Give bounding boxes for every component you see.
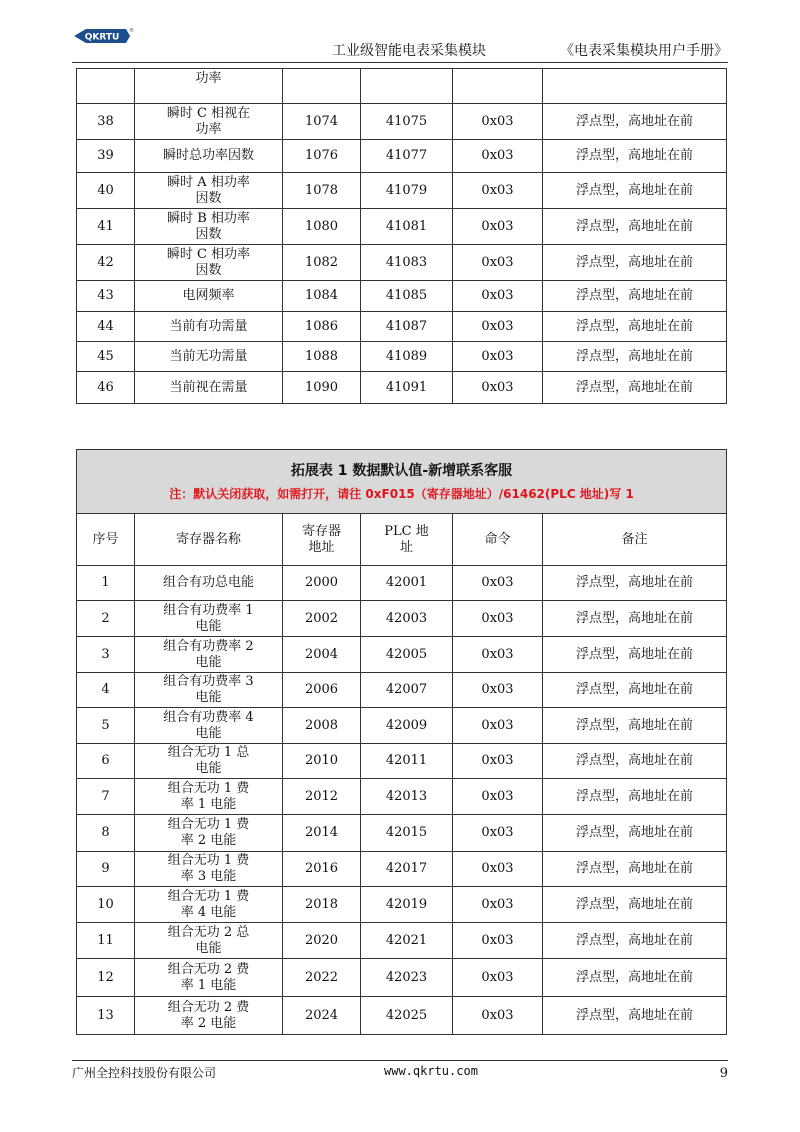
table-note: 注：默认关闭获取，如需打开，请往 0xF015（寄存器地址）/61462(PLC 地址)写 1 [169,486,634,501]
cell-remark: 浮点型，高地址在前 [543,959,727,997]
cell-no: 43 [77,281,135,312]
cell-plc-address: 41081 [361,209,453,245]
table-row [77,923,727,959]
table-title: 拓展表 1 数据默认值-新增联系客服 [290,462,513,479]
cell-register-name: 组合无功 2 费率 1 电能 [135,959,283,997]
cell-command: 0x03 [453,779,543,815]
cell-no: 5 [77,708,135,744]
cell-no: 42 [77,245,135,281]
cell-plc-address: 42007 [361,673,453,708]
cell-register-address: 1086 [283,312,361,342]
cell-command: 0x03 [453,923,543,959]
cell-remark: 浮点型，高地址在前 [543,245,727,281]
table-row [77,209,727,245]
cell-register-address: 2004 [283,637,361,673]
cell-command: 0x03 [453,997,543,1035]
cell-plc-address: 41077 [361,140,453,173]
cell-command: 0x03 [453,815,543,852]
cell-no: 3 [77,637,135,673]
cell-register-address: 2022 [283,959,361,997]
cell-register-address: 2000 [283,566,361,601]
table-row [77,744,727,779]
cell-no: 11 [77,923,135,959]
cell-register-address: 1084 [283,281,361,312]
header-reg: 寄存器地址 [283,514,361,566]
cell-plc-address: 41083 [361,245,453,281]
cell-command: 0x03 [453,673,543,708]
cell-command: 0x03 [453,140,543,173]
cell-empty [453,69,543,104]
header-cmd: 命令 [453,514,543,566]
header-name: 寄存器名称 [135,514,283,566]
cell-register-name: 组合有功费率 2 电能 [135,637,283,673]
table-row [77,815,727,852]
header-rule [72,62,728,63]
cell-register-name: 瞬时总功率因数 [135,140,283,173]
cell-plc-address: 42019 [361,887,453,923]
cell-command: 0x03 [453,209,543,245]
cell-remark: 浮点型，高地址在前 [543,923,727,959]
company-logo [72,26,132,46]
cell-register-name: 组合有功总电能 [135,566,283,601]
cell-register-name: 瞬时 A 相功率因数 [135,173,283,209]
cell-register-address: 1078 [283,173,361,209]
cell-register-address: 1076 [283,140,361,173]
cell-plc-address: 41089 [361,342,453,372]
cell-remark: 浮点型，高地址在前 [543,601,727,637]
company-name: 广州全控科技股份有限公司 [72,1066,217,1080]
cell-command: 0x03 [453,744,543,779]
cell-remark: 浮点型，高地址在前 [543,887,727,923]
table-row [77,245,727,281]
cell-register-name: 当前视在需量 [135,372,283,404]
table-row [77,342,727,372]
cell-register-address: 1090 [283,372,361,404]
cell-register-name: 当前无功需量 [135,342,283,372]
cell-command: 0x03 [453,852,543,887]
cell-register-name: 瞬时 C 相视在功率 [135,104,283,140]
table-row [77,372,727,404]
cell-remark: 浮点型，高地址在前 [543,312,727,342]
table-row [77,601,727,637]
cell-command: 0x03 [453,173,543,209]
cell-no: 38 [77,104,135,140]
cell-no: 9 [77,852,135,887]
cell-command: 0x03 [453,372,543,404]
header-note: 备注 [543,514,727,566]
cell-no: 10 [77,887,135,923]
cell-remark: 浮点型，高地址在前 [543,140,727,173]
cell-no: 2 [77,601,135,637]
cell-remark: 浮点型，高地址在前 [543,673,727,708]
cell-no: 40 [77,173,135,209]
cell-empty [543,69,727,104]
cell-command: 0x03 [453,708,543,744]
cell-command: 0x03 [453,312,543,342]
cell-command: 0x03 [453,281,543,312]
cell-plc-address: 41087 [361,312,453,342]
cell-plc-address: 42013 [361,779,453,815]
extension-table-1 [76,449,727,1035]
table-row [77,708,727,744]
table-row [77,637,727,673]
cell-register-name: 组合有功费率 4 电能 [135,708,283,744]
svg-text:®: ® [129,28,134,34]
cell-register-name: 组合无功 1 费率 3 电能 [135,852,283,887]
cell-command: 0x03 [453,887,543,923]
table-row [77,312,727,342]
cell-register-address: 1080 [283,209,361,245]
cell-plc-address: 42009 [361,708,453,744]
cell-remark: 浮点型，高地址在前 [543,997,727,1035]
manual-title: 《电表采集模块用户手册》 [560,43,728,59]
cell-remark: 浮点型，高地址在前 [543,852,727,887]
cell-register-name: 组合无功 1 总电能 [135,744,283,779]
cell-plc-address: 41085 [361,281,453,312]
cell-plc-address: 42023 [361,959,453,997]
table-row [77,281,727,312]
cell-remark: 浮点型，高地址在前 [543,744,727,779]
cell-register-address: 2024 [283,997,361,1035]
table-row [77,104,727,140]
cell-no: 8 [77,815,135,852]
cell-command: 0x03 [453,601,543,637]
cell-no: 6 [77,744,135,779]
cell-register-name: 组合无功 1 费率 4 电能 [135,887,283,923]
cell-no: 44 [77,312,135,342]
cell-register-address: 2006 [283,673,361,708]
cell-no: 39 [77,140,135,173]
cell-empty [361,69,453,104]
header-plc: PLC 地址 [361,514,453,566]
cell-remark: 浮点型，高地址在前 [543,815,727,852]
table-row [77,173,727,209]
table-row [77,959,727,997]
cell-command: 0x03 [453,959,543,997]
cell-no: 13 [77,997,135,1035]
doc-title: 工业级智能电表采集模块 [332,43,486,59]
table-row [77,673,727,708]
cell-register-address: 2014 [283,815,361,852]
cell-command: 0x03 [453,104,543,140]
cell-no: 45 [77,342,135,372]
table-row [77,566,727,601]
cell-register-address: 2008 [283,708,361,744]
cell-register-name: 组合无功 1 费率 1 电能 [135,779,283,815]
cell-plc-address: 42015 [361,815,453,852]
cell-plc-address: 41079 [361,173,453,209]
cell-no: 4 [77,673,135,708]
cell-register-address: 2020 [283,923,361,959]
cell-no: 1 [77,566,135,601]
cell-plc-address: 42005 [361,637,453,673]
website: www.qkrtu.com [384,1064,478,1078]
table-row [77,852,727,887]
table-banner [77,450,727,514]
cell-remark: 浮点型，高地址在前 [543,372,727,404]
cell-command: 0x03 [453,342,543,372]
svg-text:QKRTU: QKRTU [84,32,120,43]
cell-register-address: 2018 [283,887,361,923]
header-no: 序号 [77,514,135,566]
cell-plc-address: 41075 [361,104,453,140]
cell-remark: 浮点型，高地址在前 [543,209,727,245]
cell-plc-address: 42003 [361,601,453,637]
cell-remark: 浮点型，高地址在前 [543,708,727,744]
cell-register-name: 功率 [135,69,283,104]
cell-register-name: 组合有功费率 3 电能 [135,673,283,708]
cell-plc-address: 42021 [361,923,453,959]
cell-remark: 浮点型，高地址在前 [543,637,727,673]
cell-command: 0x03 [453,566,543,601]
cell-no: 12 [77,959,135,997]
cell-register-address: 2012 [283,779,361,815]
cell-no: 41 [77,209,135,245]
cell-command: 0x03 [453,637,543,673]
page-number: 9 [719,1066,728,1081]
cell-plc-address: 42025 [361,997,453,1035]
cell-plc-address: 42011 [361,744,453,779]
cell-empty [283,69,361,104]
cell-plc-address: 42001 [361,566,453,601]
cell-remark: 浮点型，高地址在前 [543,566,727,601]
cell-register-address: 1082 [283,245,361,281]
cell-plc-address: 41091 [361,372,453,404]
cell-register-name: 瞬时 C 相功率因数 [135,245,283,281]
table-row [77,140,727,173]
cell-remark: 浮点型，高地址在前 [543,779,727,815]
cell-no: 7 [77,779,135,815]
table-row [77,997,727,1035]
cell-register-address: 2002 [283,601,361,637]
cell-register-address: 2016 [283,852,361,887]
cell-register-address: 2010 [283,744,361,779]
cell-command: 0x03 [453,245,543,281]
cell-empty [77,69,135,104]
cell-remark: 浮点型，高地址在前 [543,173,727,209]
cell-remark: 浮点型，高地址在前 [543,342,727,372]
cell-register-name: 组合无功 2 费率 2 电能 [135,997,283,1035]
cell-register-name: 组合无功 1 费率 2 电能 [135,815,283,852]
cell-plc-address: 42017 [361,852,453,887]
cell-remark: 浮点型，高地址在前 [543,281,727,312]
cell-register-name: 瞬时 B 相功率因数 [135,209,283,245]
table-row-continued [77,69,727,104]
table-row [77,779,727,815]
register-table-continued [76,68,727,404]
cell-remark: 浮点型，高地址在前 [543,104,727,140]
footer-rule [72,1060,728,1061]
table-row [77,887,727,923]
cell-register-name: 组合无功 2 总电能 [135,923,283,959]
cell-register-name: 组合有功费率 1 电能 [135,601,283,637]
cell-register-address: 1088 [283,342,361,372]
cell-register-name: 电网频率 [135,281,283,312]
cell-no: 46 [77,372,135,404]
cell-register-name: 当前有功需量 [135,312,283,342]
cell-register-address: 1074 [283,104,361,140]
